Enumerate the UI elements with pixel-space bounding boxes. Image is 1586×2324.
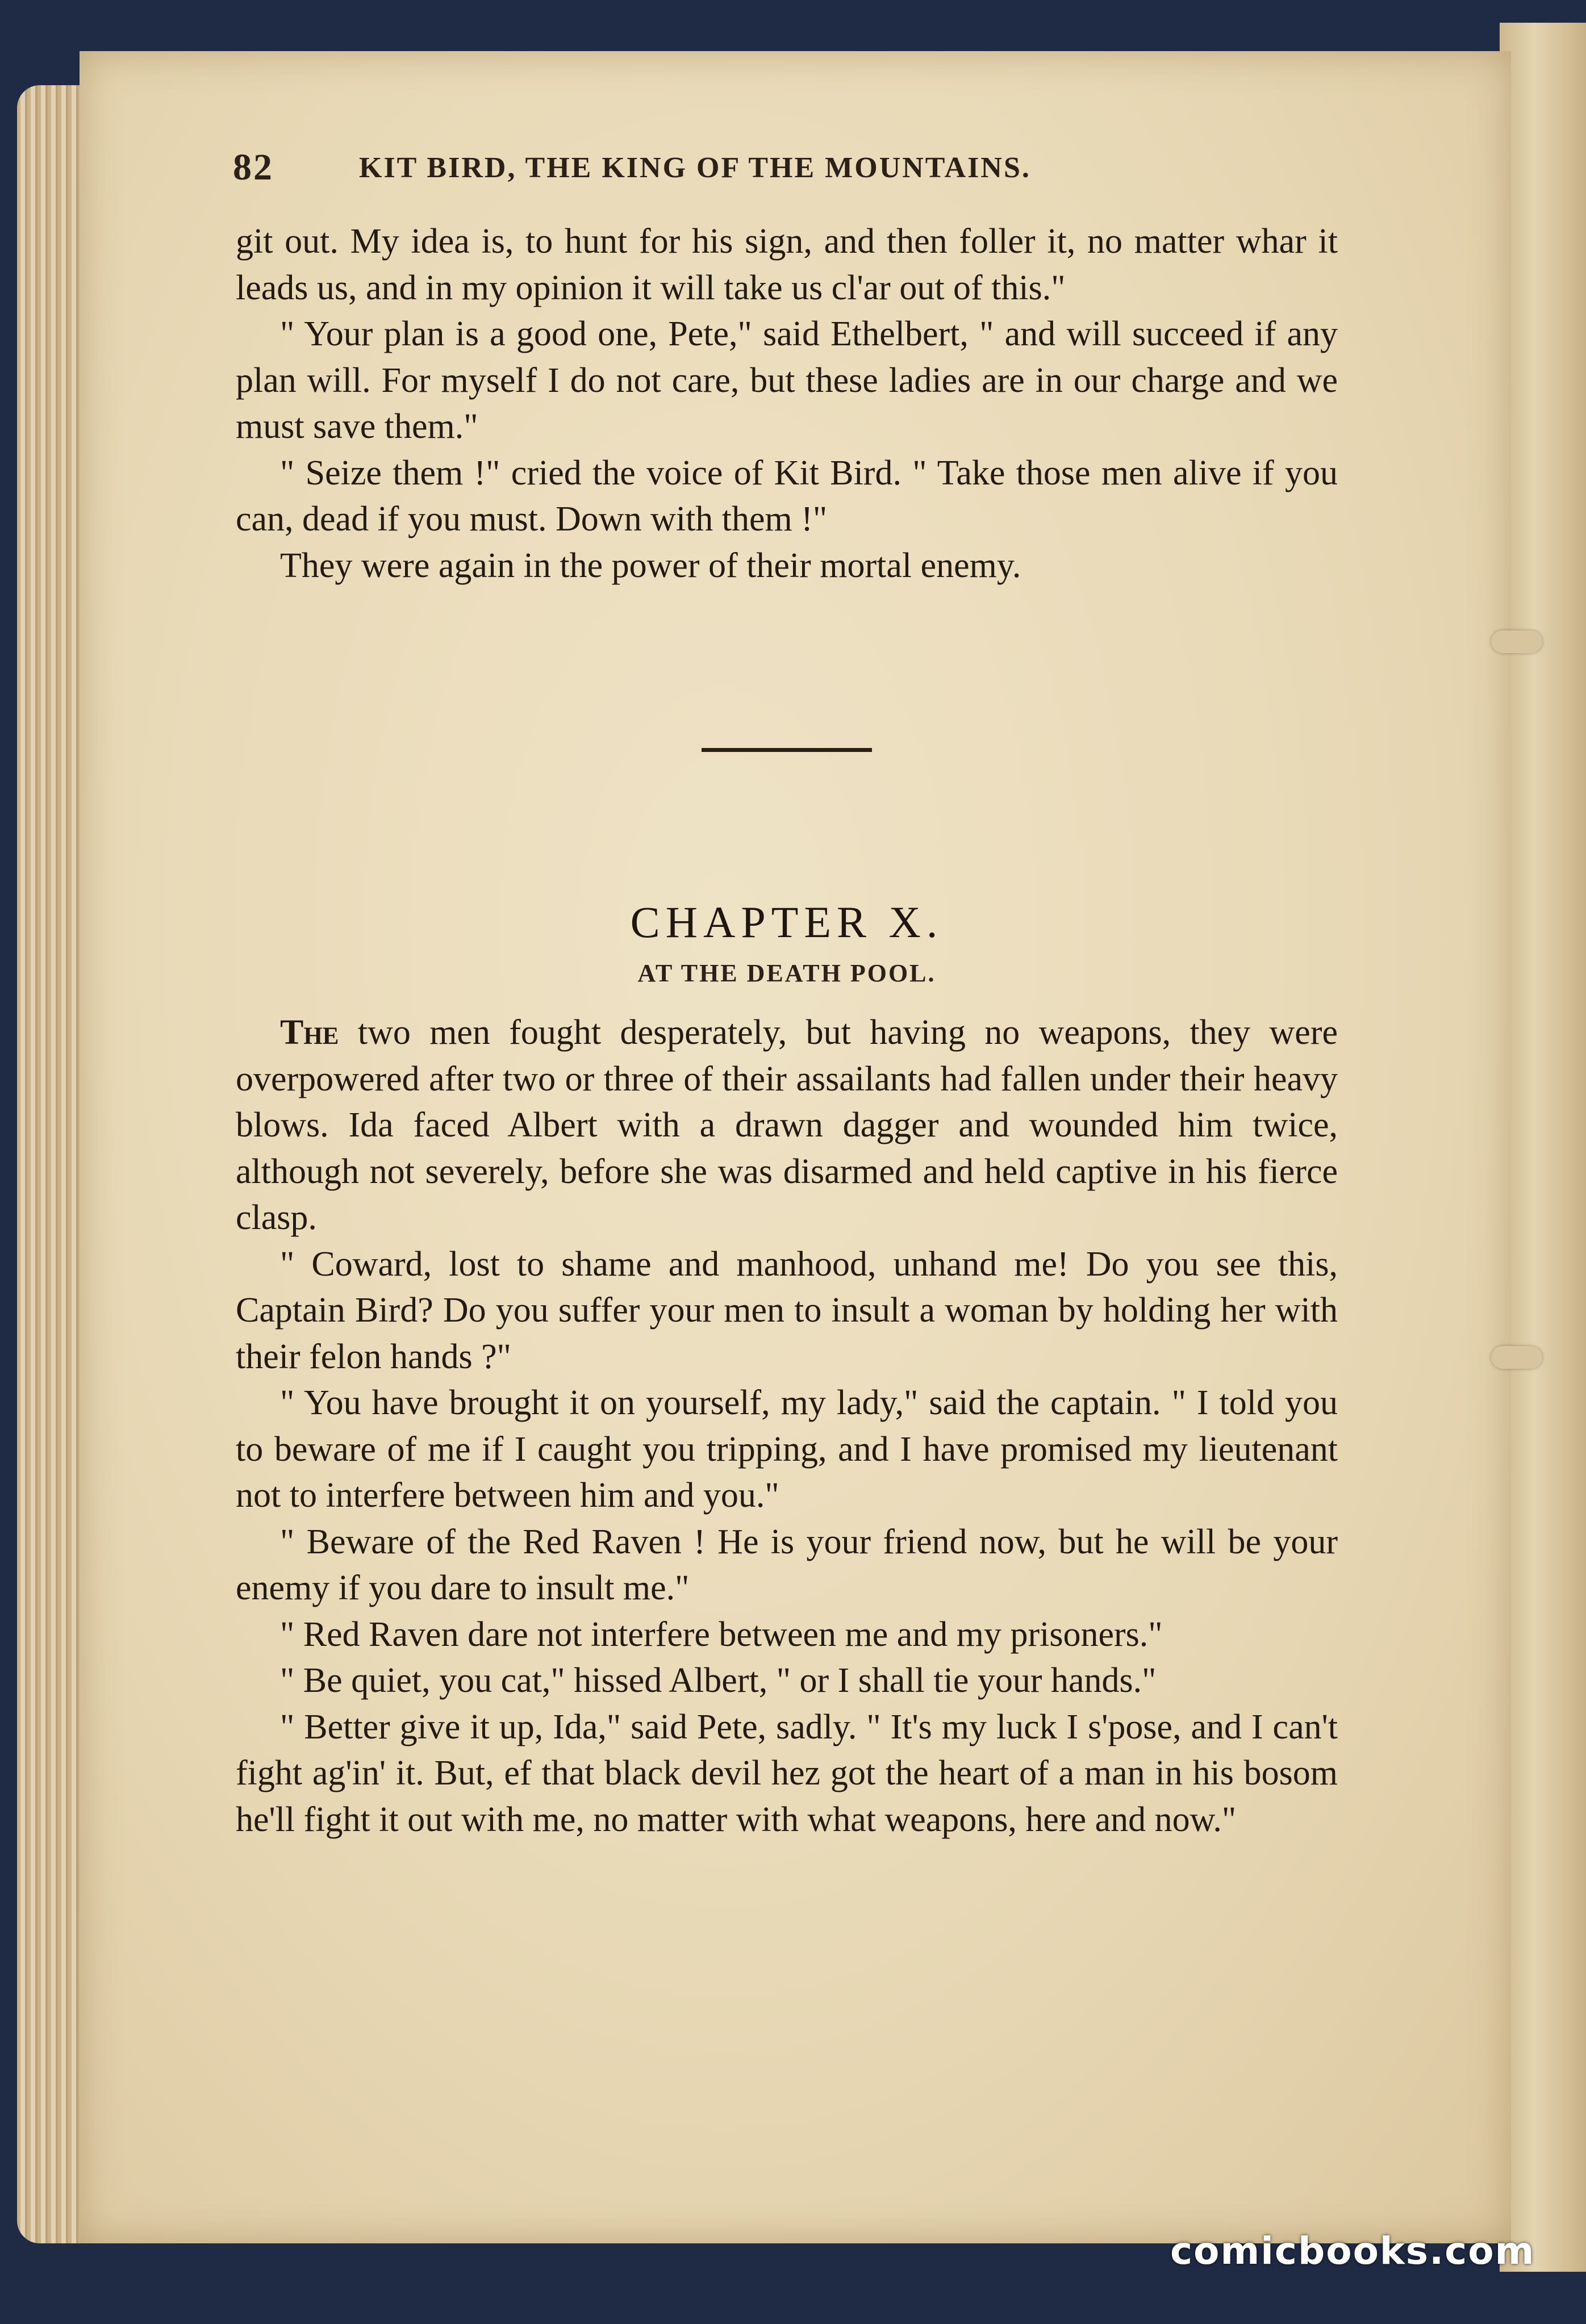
paragraph: " Your plan is a good one, Pete," said Ethelbert, " and will succeed if any plan will. For myself I do not care, but these ladies are in our charge and we must save them.": [236, 315, 1338, 446]
chapter-title: CHAPTER X.: [630, 897, 944, 947]
running-title: KIT BIRD, THE KING OF THE MOUNTAINS.: [359, 151, 1031, 184]
watermark: comicbooks.com: [1170, 2229, 1535, 2273]
paragraph-text: two men fought desperately, but having no weapons, they were overpowered after two or three of their assailants had fallen under their heavy blows. Ida faced Albert with a drawn dagger and wounded him twice, although not severely, before she was disarmed and held captive in his fierce clasp.: [236, 1013, 1338, 1237]
paragraph: " Be quiet, you cat," hissed Albert, " or I shall tie your hands.": [280, 1661, 1157, 1700]
section-divider: [702, 748, 872, 752]
paragraph: " Coward, lost to shame and manhood, unhand me! Do you see this, Captain Bird? Do you suffer your men to insult a woman by holding her with their felon hands ?": [236, 1244, 1338, 1376]
paragraph: " Red Raven dare not interfere between me and my prisoners.": [280, 1615, 1163, 1654]
lead-word: The: [280, 1013, 339, 1052]
running-head: [233, 142, 1346, 193]
binding-stitch-top: [1491, 630, 1542, 653]
page-number: 82: [233, 147, 274, 188]
paragraph: git out. My idea is, to hunt for his sign, and then foller it, no matter whar it leads us, and in my opinion it will take us cl'ar out of this.": [236, 222, 1338, 307]
paragraph: " Seize them !" cried the voice of Kit Bird. " Take those men alive if you can, dead if you must. Down with them !": [236, 453, 1338, 538]
page-text: [236, 219, 1338, 1843]
binding-stitch-bottom: [1491, 1346, 1542, 1369]
paragraph: " You have brought it on yourself, my lady," said the captain. " I told you to beware of me if I caught you tripping, and I have promised my lieutenant not to interfere between him and you.": [236, 1383, 1338, 1515]
paragraph: " Beware of the Red Raven ! He is your friend now, but he will be your enemy if you dare to insult me.": [236, 1522, 1338, 1607]
paragraph: They were again in the power of their mortal enemy.: [280, 546, 1021, 585]
book-spine: [1500, 23, 1586, 2272]
paragraph: " Better give it up, Ida," said Pete, sadly. " It's my luck I s'pose, and I can't fight ag'in' it. But, ef that black devil hez got the heart of a man in his bosom he'll fight it out with me, no matter with what weapons, here and now.": [236, 1707, 1338, 1839]
chapter-opening-paragraph: [236, 1010, 1338, 1242]
chapter-subtitle: AT THE DEATH POOL.: [637, 959, 936, 987]
